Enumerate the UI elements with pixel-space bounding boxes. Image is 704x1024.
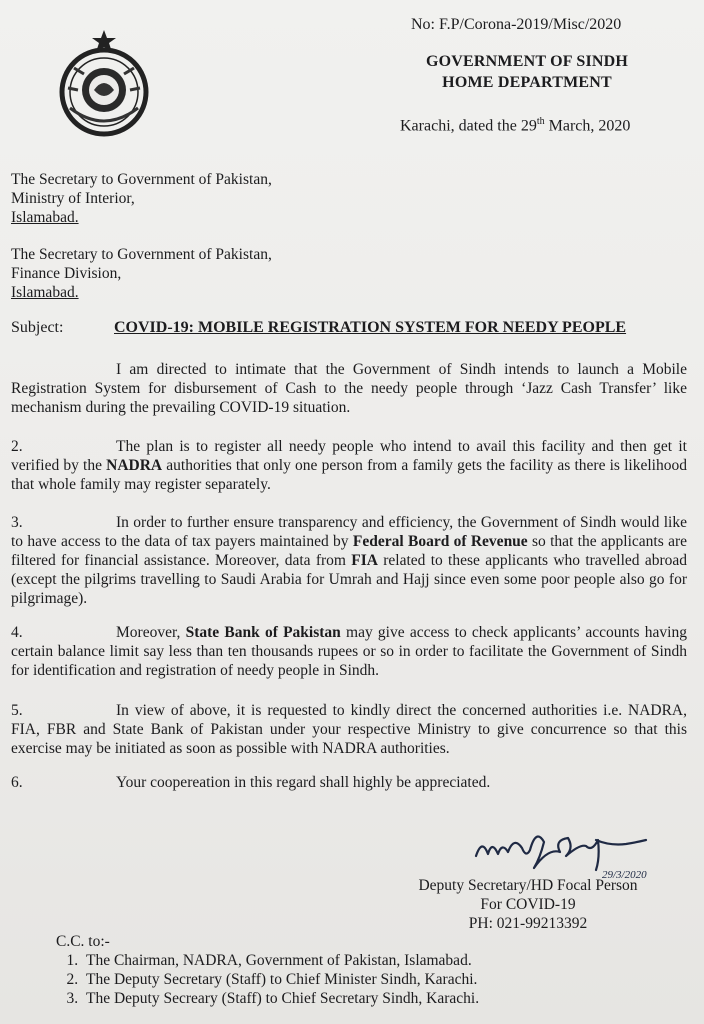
- date-suffix: March, 2020: [544, 117, 631, 135]
- paragraph-number: 6.: [11, 774, 23, 791]
- paragraph-4: [11, 623, 687, 680]
- subject-text: COVID-19: MOBILE REGISTRATION SYSTEM FOR NEEDY PEOPLE: [114, 319, 627, 336]
- cc-list: [56, 932, 479, 1008]
- addressee-line: Ministry of Interior,: [11, 190, 135, 207]
- paragraph-number: 5.: [11, 702, 23, 719]
- subject-label: Subject:: [11, 319, 64, 336]
- signatory-designation: For COVID-19: [480, 896, 576, 913]
- sindh-government-seal-icon: [50, 28, 158, 138]
- paragraph-3: [11, 513, 687, 608]
- addressee-line: The Secretary to Government of Pakistan,: [11, 246, 272, 263]
- signatory-phone: PH: 021-99213392: [468, 915, 588, 932]
- signature-block: [400, 876, 656, 933]
- dept-line-2: HOME DEPARTMENT: [442, 74, 612, 91]
- paragraph-2: [11, 437, 687, 494]
- signature-date: 29/3/2020: [602, 869, 647, 881]
- date-prefix: Karachi, dated the 29: [400, 117, 537, 135]
- cc-label: C.C. to:-: [56, 933, 110, 950]
- addressee-1: [11, 170, 272, 227]
- paragraph-text: I am directed to intimate that the Government of Sindh intends to launch a Mobile Registration System for disbursement of Cash to the needy people through ‘Jazz Cash Transfer’ like mechanism during the prevailing COVID-19 situation.: [11, 361, 687, 416]
- addressee-2: [11, 245, 272, 302]
- paragraph-1: [11, 360, 687, 417]
- paragraph-text: In view of above, it is requested to kindly direct the concerned authorities i.e. NADRA, FIA, FBR and State Bank of Pakistan under your respective Ministry to give concurrence so that this exercise may be initiated as soon as possible with NADRA authorities.: [11, 702, 687, 757]
- date-superscript: th: [536, 116, 545, 127]
- cc-item: 1. The Chairman, NADRA, Government of Pakistan, Islamabad.: [82, 951, 479, 970]
- addressee-city: Islamabad.: [11, 209, 79, 226]
- department-heading: [426, 51, 628, 93]
- addressee-line: The Secretary to Government of Pakistan,: [11, 171, 272, 188]
- paragraph-5: [11, 701, 687, 758]
- paragraph-number: 2.: [11, 438, 23, 455]
- cc-item: 3. The Deputy Secreary (Staff) to Chief Secretary Sindh, Karachi.: [82, 989, 479, 1008]
- paragraph-number: 4.: [11, 624, 23, 641]
- signatory-title: Deputy Secretary/HD Focal Person: [418, 877, 638, 894]
- paragraph-text: Your coopereation in this regard shall highly be appreciated.: [116, 774, 491, 791]
- letter-date: [400, 116, 630, 135]
- paragraph-number: 3.: [11, 514, 23, 531]
- cc-item: 2. The Deputy Secretary (Staff) to Chief Minister Sindh, Karachi.: [82, 970, 479, 989]
- dept-line-1: GOVERNMENT OF SINDH: [426, 53, 629, 70]
- paragraph-6: [11, 773, 687, 792]
- reference-number: No: F.P/Corona-2019/Misc/2020: [411, 16, 622, 33]
- paragraph-text: Moreover, State Bank of Pakistan may give access to check applicants’ accounts having certain balance limit say less than ten thousands rupees or so in order to facilitate the Government of Sindh for identification and registration of needy people in Sindh.: [11, 624, 687, 679]
- addressee-line: Finance Division,: [11, 265, 122, 282]
- addressee-city: Islamabad.: [11, 284, 79, 301]
- paragraph-text: In order to further ensure transparency and efficiency, the Government of Sindh would like to have access to the data of tax payers maintained by Federal Board of Revenue so that the applicants are filtered for financial assistance. Moreover, data from FIA related to these applicants who travelled abroad (except the pilgrims travelling to Saudi Arabia for Umrah and Hajj since even some poor people also go for pilgrimage).: [11, 514, 687, 607]
- paragraph-text: The plan is to register all needy people who intend to avail this facility and then get it verified by the NADRA authorities that only one person from a family gets the facility as there is likelihood that whole family may register separately.: [11, 438, 687, 493]
